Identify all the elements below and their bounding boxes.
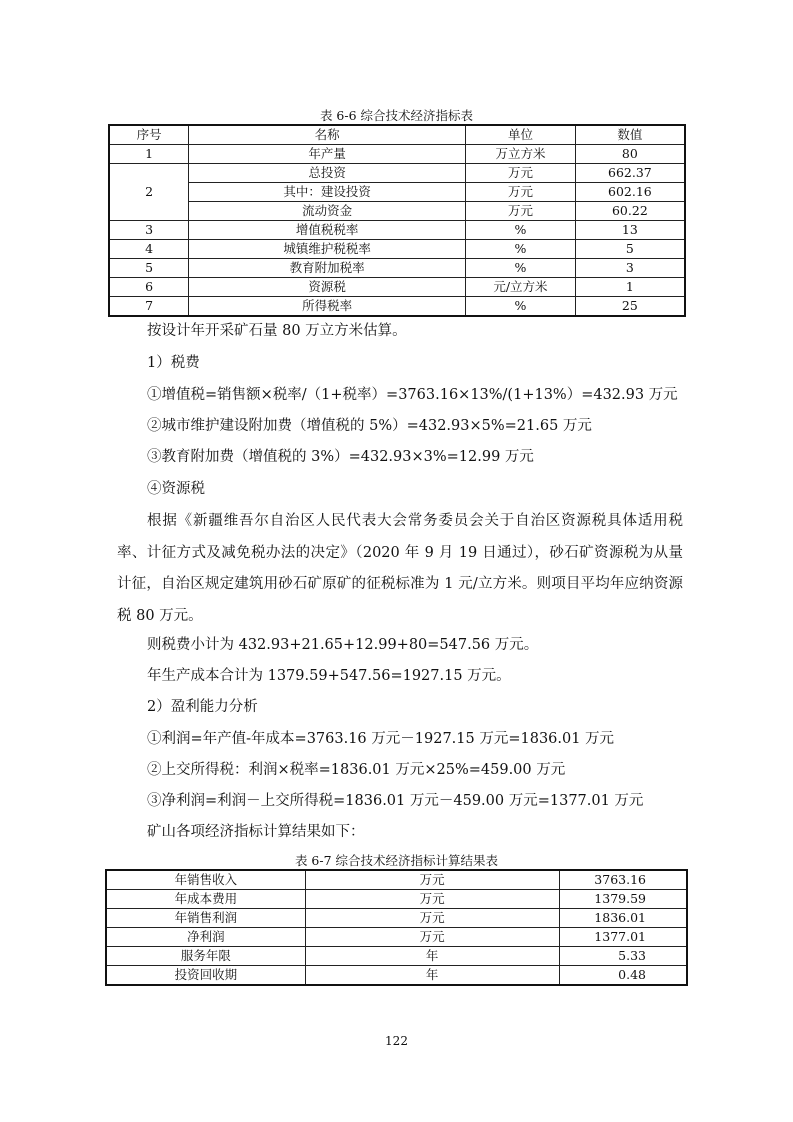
cell-value: 602.16 — [575, 183, 685, 202]
cell-unit: 万元 — [305, 909, 559, 928]
table-row — [106, 890, 687, 909]
cell-unit: 万元 — [466, 202, 576, 221]
cell-no: 6 — [109, 278, 189, 297]
table-row — [109, 297, 685, 317]
cell-value: 13 — [575, 221, 685, 240]
table-row — [109, 240, 685, 259]
col-header-no: 序号 — [109, 125, 189, 145]
cell-value: 60.22 — [575, 202, 685, 221]
cell-name: 年产量 — [189, 145, 466, 164]
cell-value: 662.37 — [575, 164, 685, 183]
table-row — [109, 259, 685, 278]
table-row — [109, 164, 685, 183]
cell-no: 1 — [109, 145, 189, 164]
cell-no: 3 — [109, 221, 189, 240]
cell-name: 投资回收期 — [106, 966, 305, 986]
cell-unit: 万元 — [305, 870, 559, 890]
paragraph-resource-tax: 根据《新疆维吾尔自治区人民代表大会常务委员会关于自治区资源税具体适用税率、计征方式及减免税办法的决定》（2020 年 9 月 19 日通过），砂石矿资源税为从量计征，自治区规定建筑用砂石矿原矿的征税标准为 1 元/立方米。则项目平均年应纳资源税 80 万元。 — [117, 513, 683, 624]
cell-name: 总投资 — [189, 164, 466, 183]
table-row — [109, 183, 685, 202]
formula-education-surcharge: ③教育附加费（增值税的 3%）=432.93×3%=12.99 万元 — [147, 449, 534, 465]
table2-caption: 表 6-7 综合技术经济指标计算结果表 — [294, 853, 499, 868]
indicator-table — [108, 124, 686, 317]
cell-name: 教育附加税率 — [189, 259, 466, 278]
cell-name: 年销售收入 — [106, 870, 305, 890]
col-header-name: 名称 — [189, 125, 466, 145]
line-tax-subtotal: 则税费小计为 432.93+21.65+12.99+80=547.56 万元。 — [147, 637, 539, 653]
cell-name: 增值税税率 — [189, 221, 466, 240]
table-row — [109, 202, 685, 221]
table-row — [106, 909, 687, 928]
cell-no: 4 — [109, 240, 189, 259]
page-number: 122 — [385, 1034, 408, 1048]
cell-value: 3 — [575, 259, 685, 278]
table-row — [106, 870, 687, 890]
table-row — [109, 221, 685, 240]
cell-unit: 万元 — [305, 928, 559, 947]
table-row — [106, 947, 687, 966]
line-results-intro: 矿山各项经济指标计算结果如下： — [147, 824, 365, 840]
cell-unit: % — [466, 259, 576, 278]
cell-unit: 年 — [305, 947, 559, 966]
formula-net-profit: ③净利润=利润－上交所得税=1836.01 万元－459.00 万元=1377.01 万元 — [147, 793, 644, 809]
cell-unit: 万元 — [466, 183, 576, 202]
results-table — [105, 869, 688, 986]
col-header-unit: 单位 — [466, 125, 576, 145]
cell-value: 5.33 — [559, 947, 687, 966]
cell-unit: 万元 — [466, 164, 576, 183]
cell-unit: 年 — [305, 966, 559, 986]
cell-value: 80 — [575, 145, 685, 164]
formula-city-maintenance: ②城市维护建设附加费（增值税的 5%）=432.93×5%=21.65 万元 — [147, 418, 592, 434]
section-heading-taxes: 1）税费 — [147, 355, 200, 371]
cell-name: 城镇维护税税率 — [189, 240, 466, 259]
cell-value: 1 — [575, 278, 685, 297]
cell-no: 7 — [109, 297, 189, 317]
table-row — [106, 928, 687, 947]
cell-name: 流动资金 — [189, 202, 466, 221]
cell-name: 年销售利润 — [106, 909, 305, 928]
cell-value: 0.48 — [559, 966, 687, 986]
cell-unit: 万立方米 — [466, 145, 576, 164]
cell-name: 净利润 — [106, 928, 305, 947]
table1-caption: 表 6-6 综合技术经济指标表 — [319, 108, 474, 123]
table-row — [109, 278, 685, 297]
cell-value: 1379.59 — [559, 890, 687, 909]
cell-name: 年成本费用 — [106, 890, 305, 909]
table-row — [109, 145, 685, 164]
col-header-value: 数值 — [575, 125, 685, 145]
cell-name: 资源税 — [189, 278, 466, 297]
cell-value: 25 — [575, 297, 685, 317]
cell-value: 1377.01 — [559, 928, 687, 947]
section-heading-profitability: 2）盈利能力分析 — [147, 699, 258, 715]
cell-no: 5 — [109, 259, 189, 278]
line-annual-cost: 年生产成本合计为 1379.59+547.56=1927.15 万元。 — [147, 668, 511, 684]
formula-vat: ①增值税=销售额×税率/（1+税率）=3763.16×13%/(1+13%）=432.93 万元 — [147, 387, 678, 403]
cell-name: 其中：建设投资 — [189, 183, 466, 202]
table-header-row — [109, 125, 685, 145]
cell-value: 5 — [575, 240, 685, 259]
cell-name: 服务年限 — [106, 947, 305, 966]
cell-name: 所得税率 — [189, 297, 466, 317]
paragraph-output-basis: 按设计年开采矿石量 80 万立方米估算。 — [147, 323, 407, 339]
cell-value: 1836.01 — [559, 909, 687, 928]
cell-unit: % — [466, 297, 576, 317]
heading-resource-tax: ④资源税 — [147, 481, 205, 497]
cell-unit: % — [466, 240, 576, 259]
cell-unit: % — [466, 221, 576, 240]
cell-value: 3763.16 — [559, 870, 687, 890]
formula-income-tax: ②上交所得税：利润×税率=1836.01 万元×25%=459.00 万元 — [147, 762, 566, 778]
cell-no: 2 — [109, 164, 189, 221]
formula-profit: ①利润=年产值-年成本=3763.16 万元－1927.15 万元=1836.01 万元 — [147, 731, 615, 747]
table-row — [106, 966, 687, 986]
cell-unit: 万元 — [305, 890, 559, 909]
cell-unit: 元/立方米 — [466, 278, 576, 297]
